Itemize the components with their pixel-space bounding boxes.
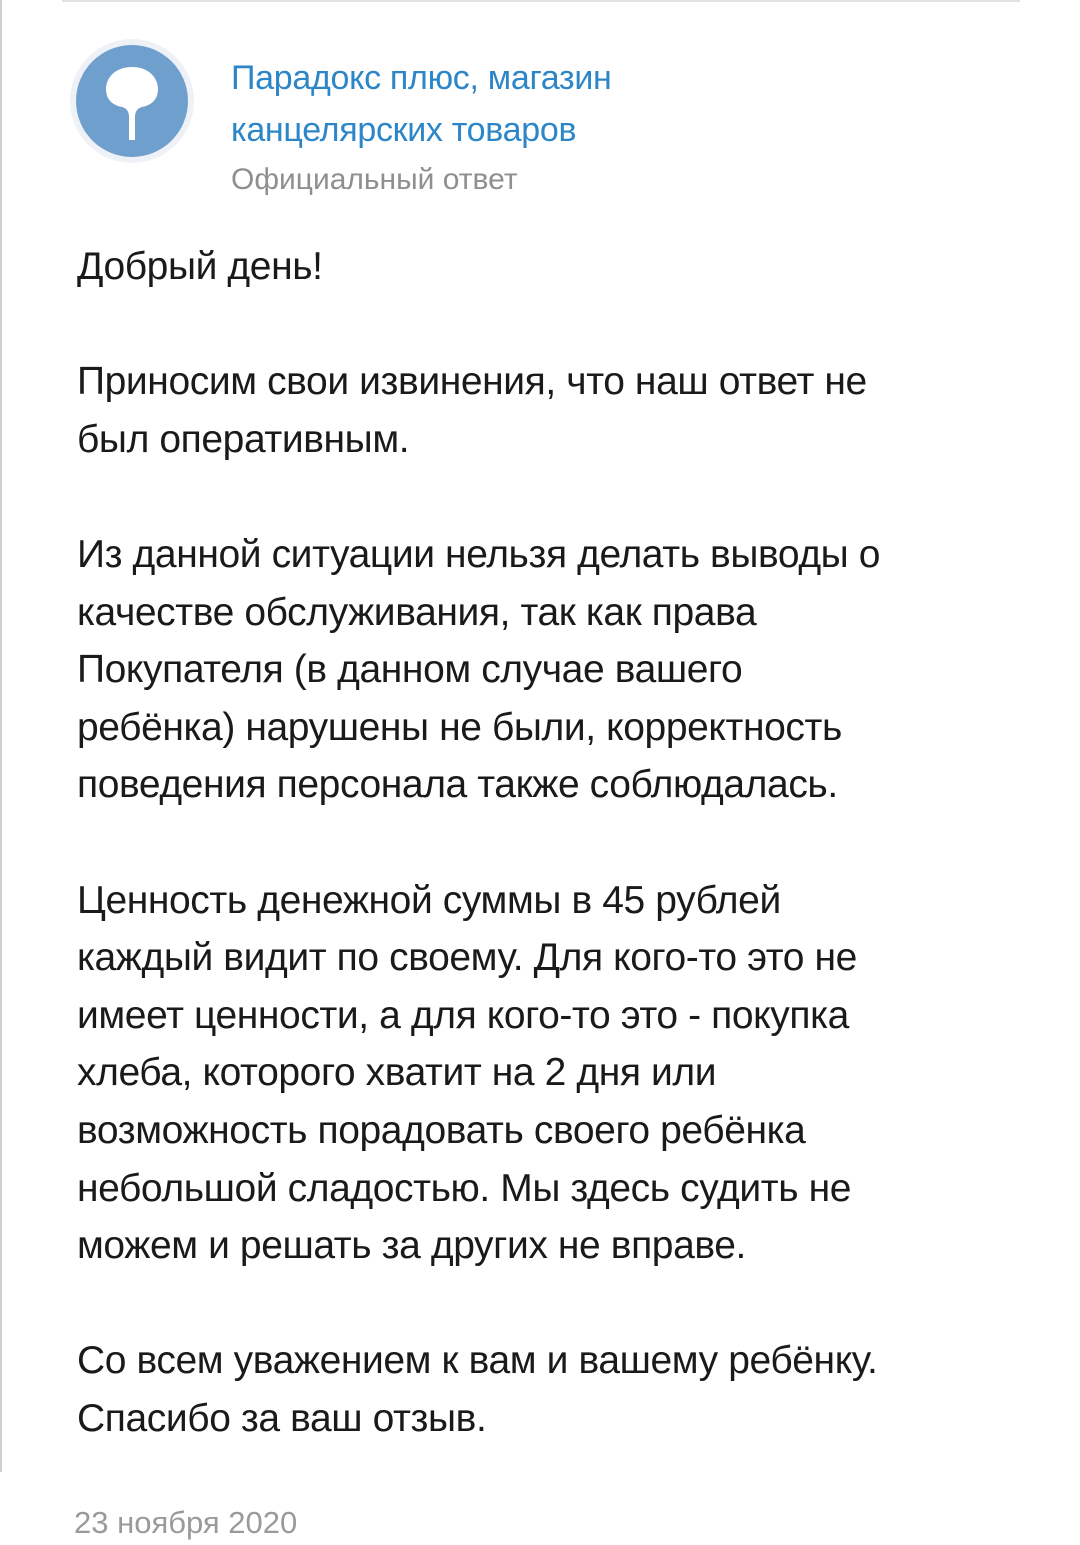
text-line: небольшой сладостью. Мы здесь судить не — [77, 1166, 851, 1210]
top-divider — [62, 0, 1020, 2]
org-name-line: Парадокс плюс, магазин — [231, 59, 612, 97]
left-border — [0, 0, 2, 1472]
text-line: Приносим свои извинения, что наш ответ не — [77, 360, 867, 404]
org-avatar[interactable] — [70, 39, 194, 163]
official-reply-label: Официальный ответ — [231, 163, 518, 196]
paragraph-value — [77, 872, 1017, 1275]
text-line: Спасибо за ваш отзыв. — [77, 1396, 487, 1440]
paragraph-greeting — [77, 238, 1017, 296]
text-line: качестве обслуживания, так как права — [77, 590, 757, 634]
text-line: Добрый день! — [77, 245, 323, 288]
text-line: можем и решать за других не вправе. — [77, 1224, 746, 1268]
text-line: ребёнка) нарушены не были, корректность — [77, 705, 842, 749]
paragraph-service — [77, 526, 1017, 814]
text-line: возможность порадовать своего ребёнка — [77, 1108, 806, 1152]
map-pin-icon — [76, 45, 188, 157]
text-line: имеет ценности, а для кого-то это - покупка — [77, 993, 849, 1037]
text-line: Со всем уважением к вам и вашему ребёнку. — [77, 1339, 878, 1383]
text-line: Покупателя (в данном случае вашего — [77, 648, 743, 692]
reply-body — [77, 238, 1017, 1447]
reply-date: 23 ноября 2020 — [74, 1505, 298, 1540]
paragraph-closing — [77, 1332, 1017, 1447]
text-line: хлеба, которого хватит на 2 дня или — [77, 1051, 717, 1095]
paragraph-apology — [77, 353, 1017, 468]
text-line: каждый видит по своему. Для кого-то это не — [77, 936, 857, 980]
org-name-line: канцелярских товаров — [231, 111, 577, 149]
text-line: был оперативным. — [77, 417, 410, 461]
text-line: Из данной ситуации нельзя делать выводы о — [77, 532, 881, 576]
text-line: Ценность денежной суммы в 45 рублей — [77, 878, 781, 922]
org-name-link[interactable] — [231, 52, 1011, 156]
text-line: поведения персонала также соблюдалась. — [77, 763, 838, 807]
